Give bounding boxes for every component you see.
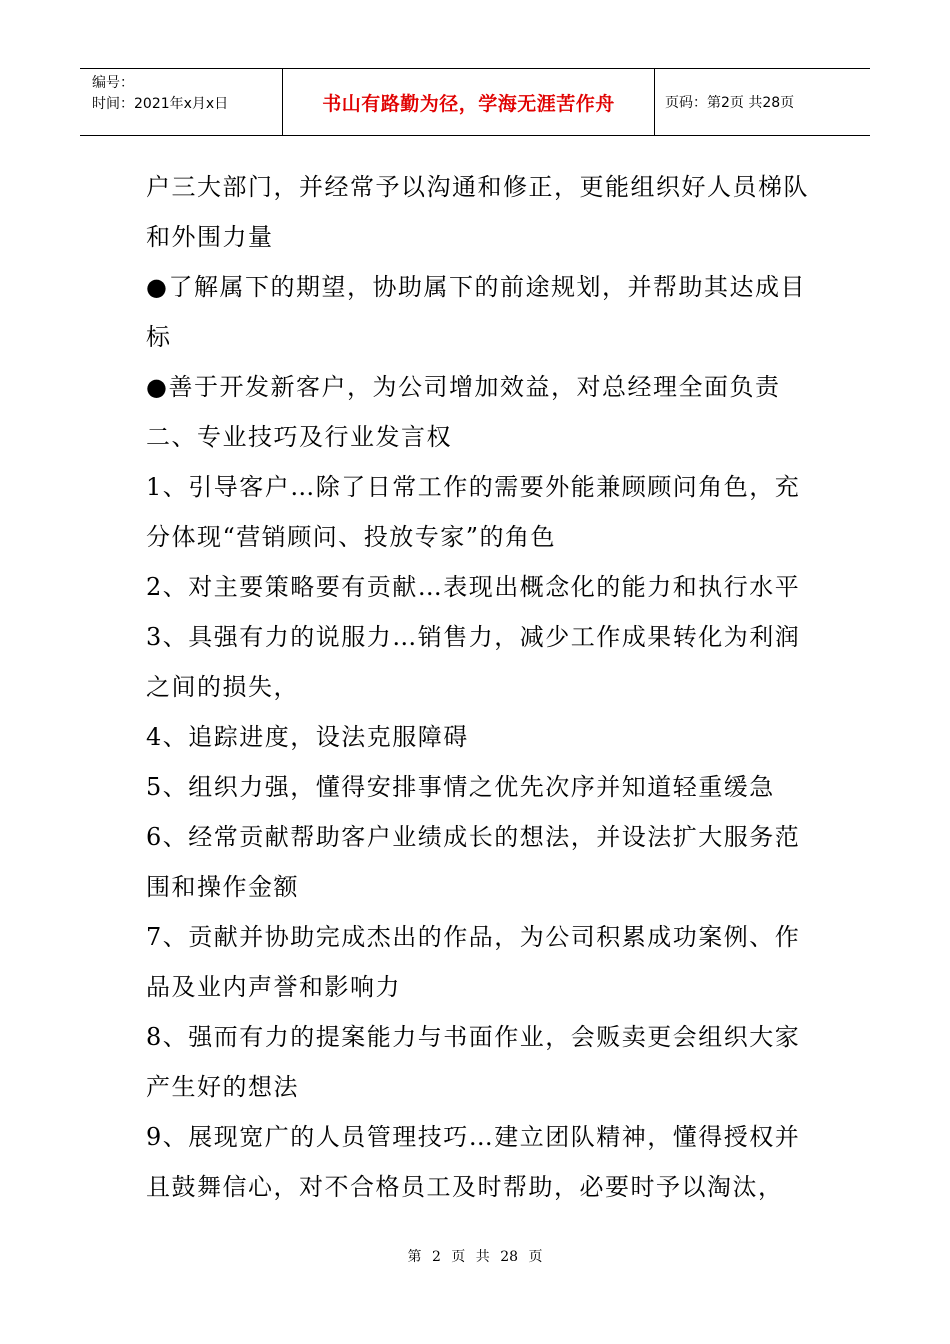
paragraph: 8、强而有力的提案能力与书面作业，会贩卖更会组织大家产生好的想法 (146, 1023, 801, 1101)
paragraph: 6、经常贡献帮助客户业绩成长的想法，并设法扩大服务范围和操作金额 (146, 823, 801, 901)
document-number-label: 编号： (92, 75, 134, 91)
paragraph: 9、展现宽广的人员管理技巧…建立团队精神，懂得授权并且鼓舞信心，对不合格员工及时帮助，必要时予以淘汰， (146, 1123, 801, 1201)
paragraph: ●了解属下的期望，协助属下的前途规划，并帮助其达成目标 (146, 273, 806, 351)
paragraph: ●善于开发新客户，为公司增加效益，对总经理全面负责 (146, 373, 781, 401)
header-slogan: 书山有路勤为径，学海无涯苦作舟 (283, 69, 655, 135)
document-body (146, 162, 811, 1212)
paragraph: 4、追踪进度，设法克服障碍 (146, 723, 469, 751)
section-heading: 二、专业技巧及行业发言权 (146, 423, 452, 451)
paragraph: 1、引导客户…除了日常工作的需要外能兼顾顾问角色，充分体现“营销顾问、投放专家”的角色 (146, 473, 801, 551)
document-date: 时间：2021年x月x日 (92, 96, 229, 112)
header-meta (80, 69, 283, 135)
paragraph: 7、贡献并协助完成杰出的作品，为公司积累成功案例、作品及业内声誉和影响力 (146, 923, 801, 1001)
page-header (80, 68, 870, 136)
paragraph: 5、组织力强，懂得安排事情之优先次序并知道轻重缓急 (146, 773, 775, 801)
paragraph: 户三大部门，并经常予以沟通和修正，更能组织好人员梯队和外围力量 (146, 173, 809, 251)
page-footer: 第 2 页 共 28 页 (407, 1249, 543, 1265)
header-page-info: 页码：第2页 共28页 (665, 95, 795, 111)
paragraph: 3、具强有力的说服力…销售力，减少工作成果转化为利润之间的损失， (146, 623, 801, 701)
paragraph: 2、对主要策略要有贡献…表现出概念化的能力和执行水平 (146, 573, 801, 601)
